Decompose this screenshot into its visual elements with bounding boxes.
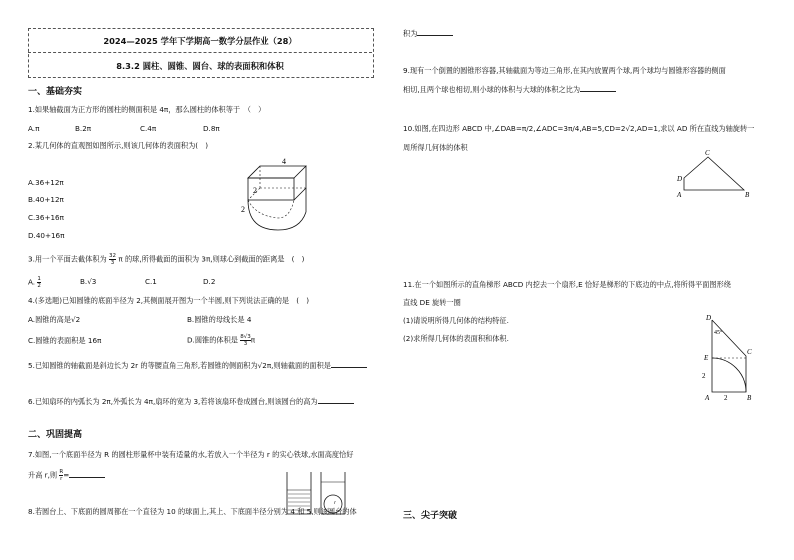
question-11-sub2: (2)求所得几何体的表面积和体积. [403,334,509,343]
q7-answer-blank[interactable] [69,470,105,478]
q3-text-post: π 的球,所得截面的面积为 3π,则球心到截面的距离是 ( ) [118,254,305,264]
q11-label-angle: 45° [714,330,723,336]
q5-answer-blank[interactable] [331,360,367,368]
q3-option-a: A. $\frac{1}{2}$ [28,276,41,289]
q2-option-c: C.36+16π [28,213,64,222]
q11-figure [700,312,766,404]
q11-label-c: C [747,348,752,356]
q1-option-d: D.8π [203,124,220,133]
q2-fig-label-2b: 2 [241,205,245,214]
question-3 [28,253,304,266]
q3-frac-den: 3 [110,260,115,266]
q3-option-c: C.1 [145,277,157,286]
q1-option-b: B.2π [75,124,92,133]
question-11-line2: 直线 DE 旋转一圈 [403,298,461,307]
q2-fig-label-4: 4 [282,157,286,166]
q4-option-b: B.圆锥的母线长是 4 [187,315,252,324]
q9-answer-blank[interactable] [580,84,616,92]
section-basic-heading: 一、基础夯实 [28,87,83,97]
q4-optd-num: 8√3 [240,334,251,340]
q3-opta-num: 1 [37,276,41,282]
q2-figure [238,156,328,238]
question-8-continued: 积为 [403,28,453,39]
question-11-sub1: (1)请说明所得几何体的结构特征. [403,316,509,325]
q4-option-c: C.圆锥的表面积是 16π [28,336,102,345]
section-consolidate-heading: 二、巩固提高 [28,430,83,440]
question-4: 4.(多选题)已知圆锥的底面半径为 2,其侧面展开图为一个半圆,则下列说法正确的是 ( ) [28,296,310,305]
q3-opta-den: 2 [37,283,41,289]
q4-option-d: D.圆锥的体积是 $\frac{8√3}{3}$ π [187,334,256,347]
question-6: 6.已知扇环的内弧长为 2π,外弧长为 4π,扇环的宽为 3,若将该扇环卷成圆台,则该圆台的高为 [28,396,354,407]
question-9-line2: 相切,且两个球也相切,则小球的体积与大球的体积之比为 [403,84,616,95]
q10-label-b: B [745,191,750,199]
question-8: 8.若圆台上、下底面的圆周都在一个直径为 10 的球面上,其上、下底面半径分别为 4 和 5,则该圆台的体 [28,507,357,516]
q10-figure [674,148,754,200]
q11-label-d: D [706,314,712,322]
q1-option-c: C.4π [140,124,157,133]
q3-option-d: D.2 [203,277,216,286]
q3-text-pre: 3.用一个平面去截体积为 [28,254,107,264]
q10-label-d: D [677,175,683,183]
q4-option-a: A.圆锥的高是√2 [28,315,81,324]
q11-label-2-bottom: 2 [724,394,728,402]
section-top-heading: 三、尖子突破 [403,511,458,521]
question-5: 5.已知圆锥的轴截面是斜边长为 2r 的等腰直角三角形,若圆锥的侧面积为√2π,则轴截面的面积是 [28,360,367,371]
q11-label-e: E [704,354,709,362]
question-7-line2: 升高 r,则 $\frac{R}{r}$ = [28,469,105,482]
page-subtitle: 8.3.2 圆柱、圆锥、圆台、球的表面积和体积 [116,61,284,71]
svg-text:r: r [334,501,336,506]
q6-answer-blank[interactable] [318,396,354,404]
q2-fig-label-2a: 2 [253,186,257,195]
q10-label-c: C [705,149,710,157]
q2-option-a: A.36+12π [28,178,64,187]
question-10-line2: 周所得几何体的体积 [403,143,468,152]
question-11-line1: 11.在一个如图所示的直角梯形 ABCD 内挖去一个扇形,E 恰好是梯形的下底边的中点,将所得平面图形绕 [403,280,731,289]
q3-frac-num: 32 [109,253,117,259]
question-9-line1: 9.现有一个倒置的圆锥形容器,其轴截面为等边三角形,在其内放置两个球,两个球均与圆锥形容器的侧面 [403,66,726,75]
q11-label-b: B [747,394,752,402]
question-1: 1.如果轴截面为正方形的圆柱的侧面积是 4π，那么圆柱的体积等于 （ ） [28,105,266,114]
q7-frac-num: R [59,469,64,475]
question-2: 2.某几何体的直观图如图所示,则该几何体的表面积为( ) [28,141,209,150]
q2-option-b: B.40+12π [28,195,64,204]
q3-option-b: B.√3 [80,277,97,286]
q2-option-d: D.40+16π [28,231,65,240]
page-title: 2024—2025 学年下学期高一数学分层作业（28） [103,36,297,46]
q7-frac-den: r [60,476,63,482]
q4-optd-den: 3 [243,341,248,347]
q11-label-a: A [705,394,710,402]
question-7-line1: 7.如图,一个底面半径为 R 的圆柱形量杯中装有适量的水,若放入一个半径为 r 的实心铁球,水面高度恰好 [28,450,354,459]
header-divider [28,52,372,53]
q8-answer-blank[interactable] [417,28,453,36]
question-10-line1: 10.如图,在四边形 ABCD 中,∠DAB=π/2,∠ADC=3π/4,AB=5,CD=2√2,AD=1,求以 AD 所在直线为轴旋转一 [403,124,755,133]
q11-label-2-side: 2 [702,372,706,380]
q10-label-a: A [677,191,682,199]
q1-option-a: A.π [28,124,40,133]
